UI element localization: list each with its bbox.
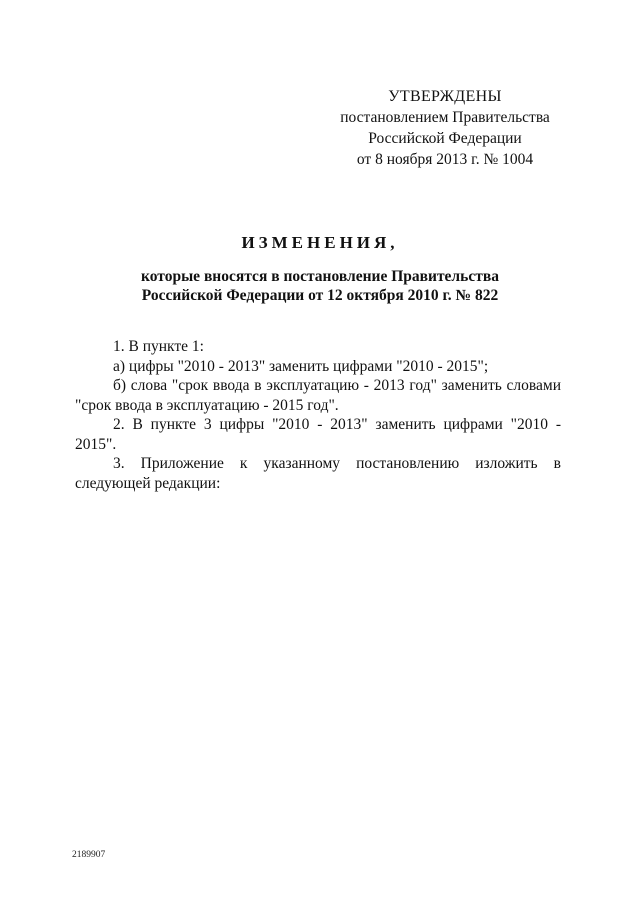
paragraph-1a: а) цифры "2010 - 2013" заменить цифрами "2010 - 2015"; <box>113 357 489 375</box>
document-body <box>75 337 561 493</box>
document-subtitle <box>80 267 560 305</box>
approval-title: УТВЕРЖДЕНЫ <box>388 88 502 105</box>
paragraph-2: 2. В пункте 3 цифры "2010 - 2013" заменить цифрами "2010 - 2015". <box>75 416 561 453</box>
approval-line-1: постановлением Правительства <box>340 109 550 126</box>
paragraph-1b: б) слова "срок ввода в эксплуатацию - 2013 год" заменить словами "срок ввода в эксплуатацию - 2015 год". <box>75 377 561 414</box>
document-number: 2189907 <box>72 850 106 860</box>
document-heading <box>80 232 560 305</box>
document-title: ИЗМЕНЕНИЯ, <box>241 233 399 252</box>
subtitle-line-1: которые вносятся в постановление Правительства <box>141 268 499 285</box>
paragraph-1: 1. В пункте 1: <box>113 338 204 355</box>
approval-line-3: от 8 ноября 2013 г. № 1004 <box>356 151 534 168</box>
paragraph-3: 3. Приложение к указанному постановлению изложить в следующей редакции: <box>75 455 561 492</box>
approval-block <box>330 86 560 170</box>
subtitle-line-2: Российской Федерации от 12 октября 2010 г. № 822 <box>141 287 499 304</box>
approval-line-2: Российской Федерации <box>368 130 522 147</box>
